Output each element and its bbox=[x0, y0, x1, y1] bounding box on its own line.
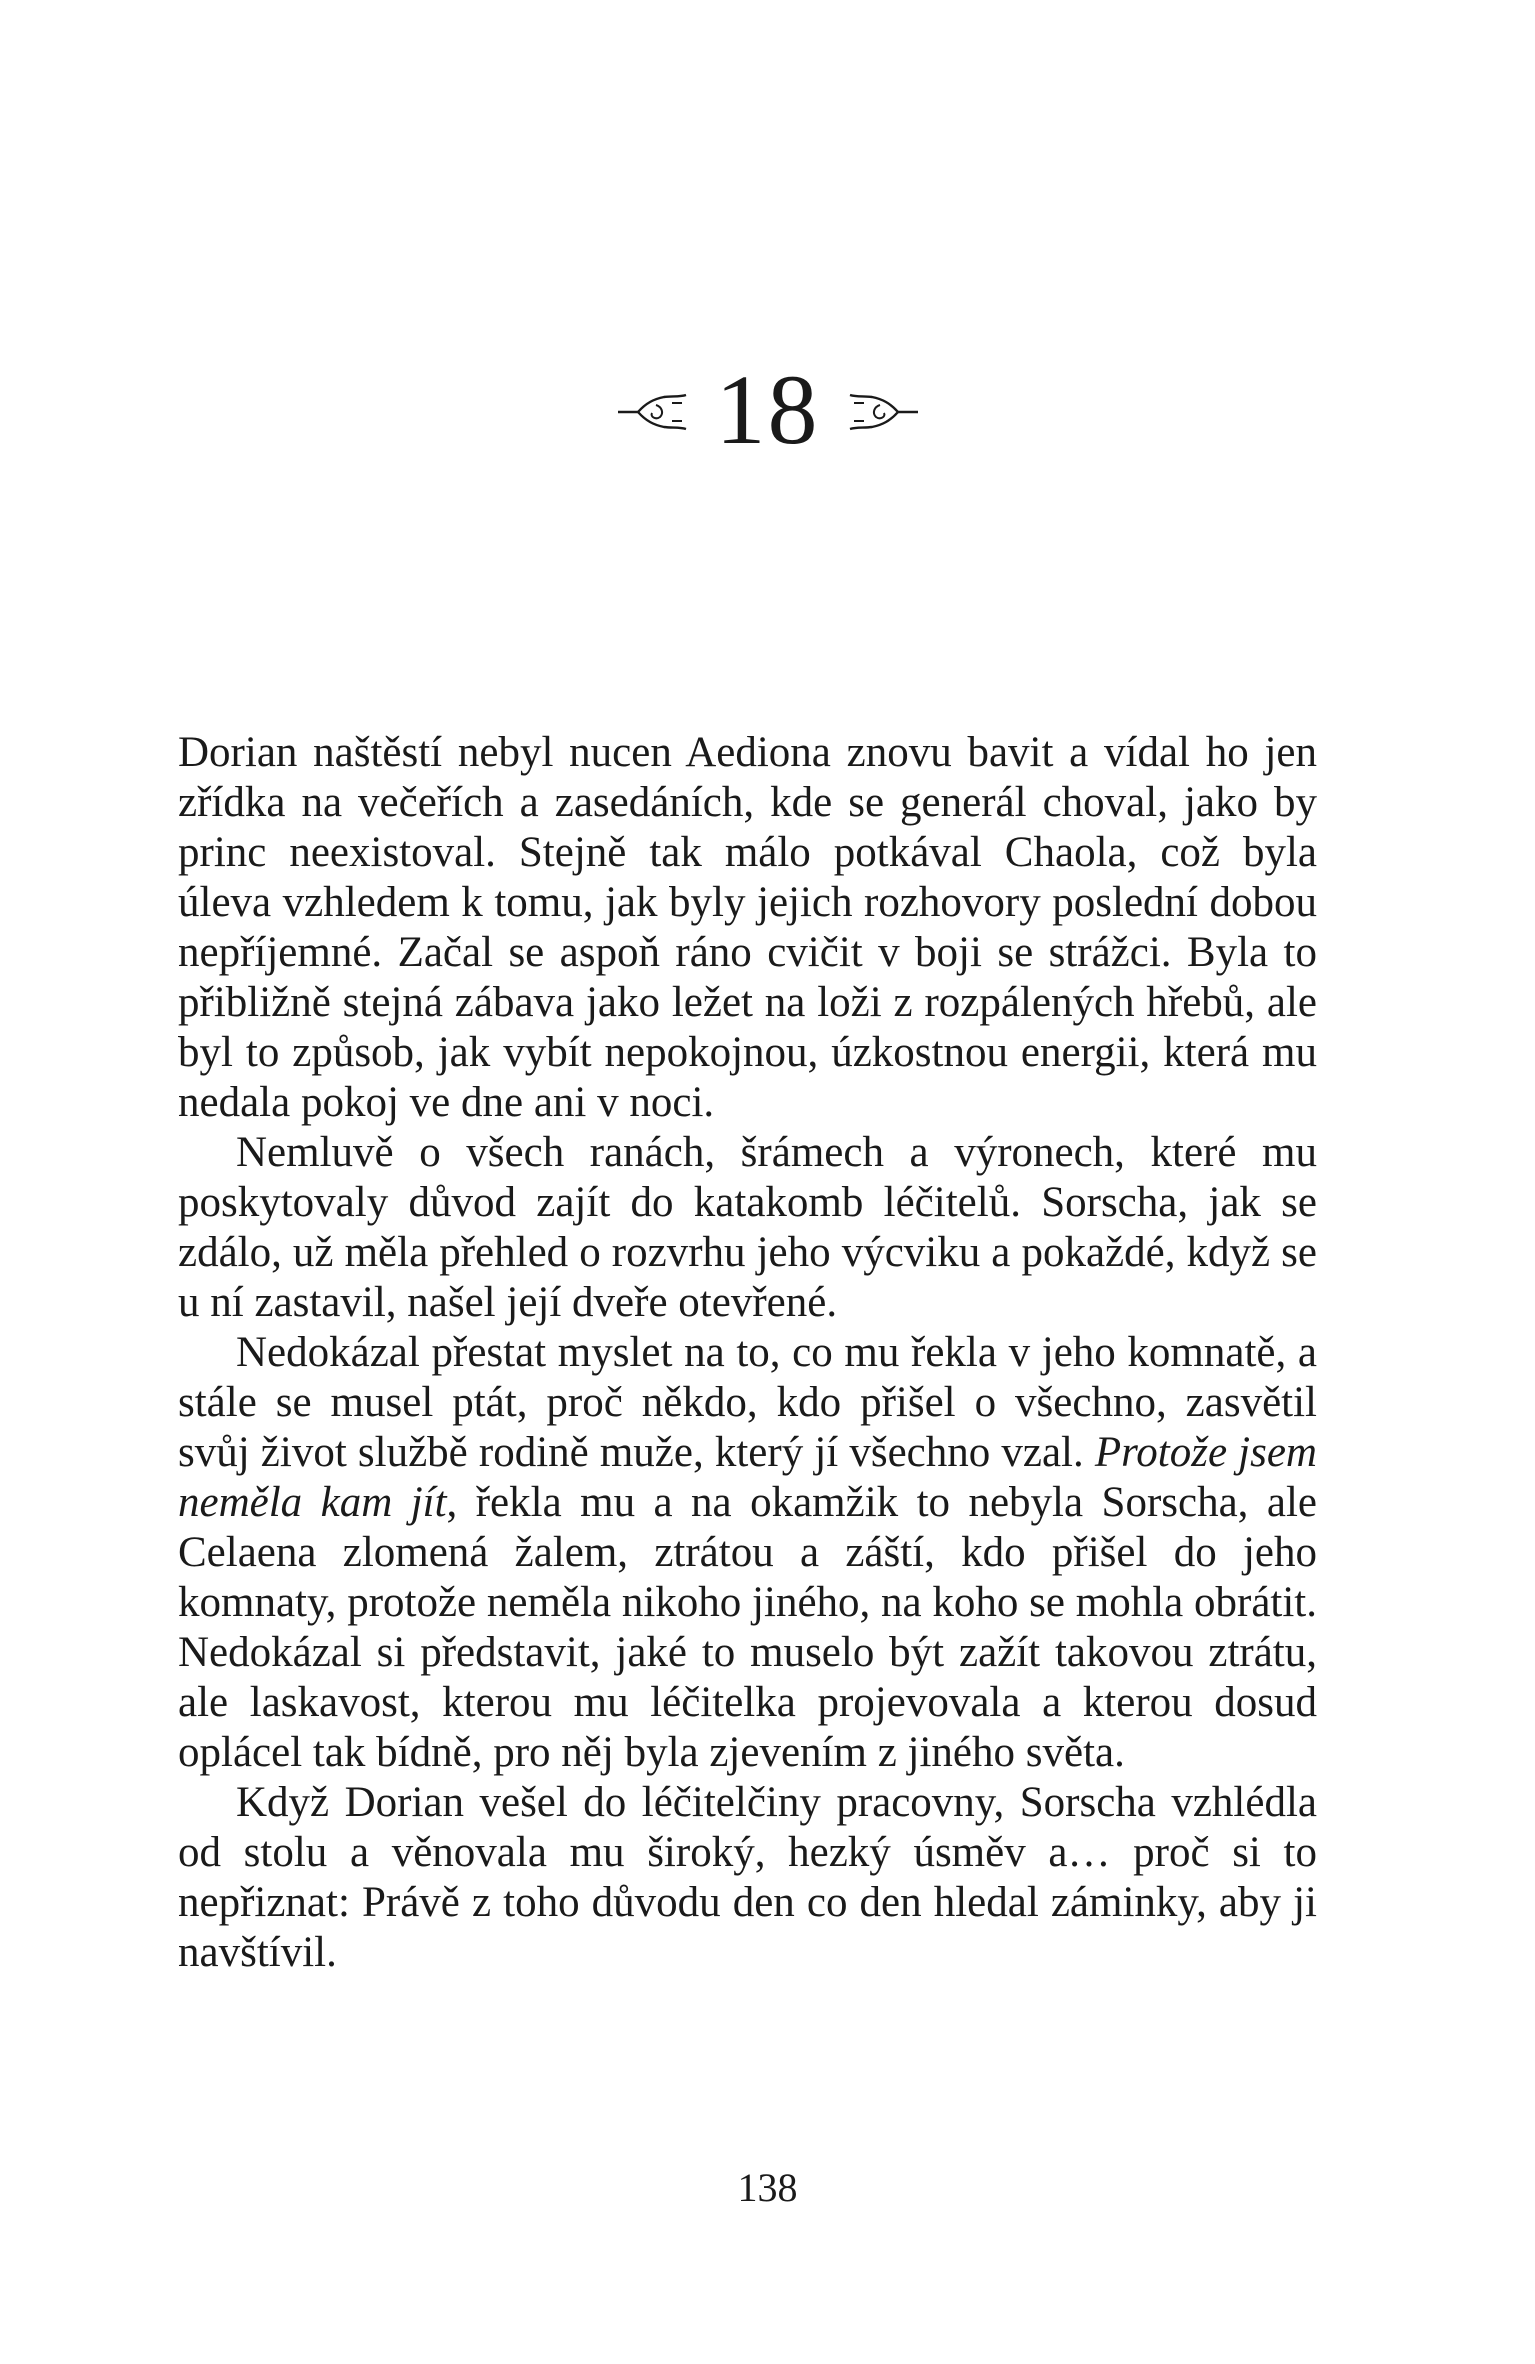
text-segment: , řekla mu a na okamžik to nebyla Sorscha, ale Celaena zlomená žalem, ztrátou a záští, kdo přišel do jeho komnaty, protože neměla nikoho jiného, na koho se mohla obrátit. Nedokázal si představit, jaké to muselo být zažít takovou ztrátu, ale laskavost, kterou mu léčitelka projevovala a kterou dosud oplácel tak bídně, pro něj byla zjevením z jiného světa. bbox=[178, 1479, 1317, 1776]
paragraph bbox=[178, 1328, 1317, 1778]
paragraph bbox=[178, 1128, 1317, 1328]
italic-text-segment: Protože jsem neměla kam jít bbox=[178, 1429, 1317, 1526]
chapter-number: 18 bbox=[715, 354, 820, 465]
page-number: 138 bbox=[737, 2165, 798, 2210]
text-segment: Když Dorian vešel do léčitelčiny pracovny, Sorscha vzhlédla od stolu a věnovala mu široký, hezký úsměv a… proč si to nepřiznat: Právě z toho důvodu den co den hledal záminky, aby ji navštívil. bbox=[178, 1779, 1317, 1976]
text-segment: Nedokázal přestat myslet na to, co mu řekla v jeho komnatě, a stále se musel ptát, proč někdo, kdo přišel o všechno, zasvětil svůj život službě rodině muže, který jí všechno vzal. bbox=[178, 1329, 1317, 1476]
ornament-left-icon bbox=[616, 385, 690, 435]
paragraph bbox=[178, 728, 1317, 1128]
text-segment: Nemluvě o všech ranách, šrámech a výronech, které mu poskytovaly důvod zajít do katakomb léčitelů. Sorscha, jak se zdálo, už měla přehled o rozvrhu jeho výcviku a pokaždé, když se u ní zastavil, našel její dveře otevřené. bbox=[178, 1129, 1317, 1326]
ornament-right-icon bbox=[846, 385, 920, 435]
chapter-heading bbox=[0, 354, 1535, 465]
paragraph bbox=[178, 1778, 1317, 1978]
body-text bbox=[178, 728, 1317, 1978]
text-segment: Dorian naštěstí nebyl nucen Aediona znovu bavit a vídal ho jen zřídka na večeřích a zasedáních, kde se generál choval, jako by princ neexistoval. Stejně tak málo potkával Chaola, což byla úleva vzhledem k tomu, jak byly jejich rozhovory poslední dobou nepříjemné. Začal se aspoň ráno cvičit v boji se strážci. Byla to přibližně stejná zábava jako ležet na loži z rozpálených hřebů, ale byl to způsob, jak vybít nepokojnou, úzkostnou energii, která mu nedala pokoj ve dne ani v noci. bbox=[178, 729, 1317, 1126]
